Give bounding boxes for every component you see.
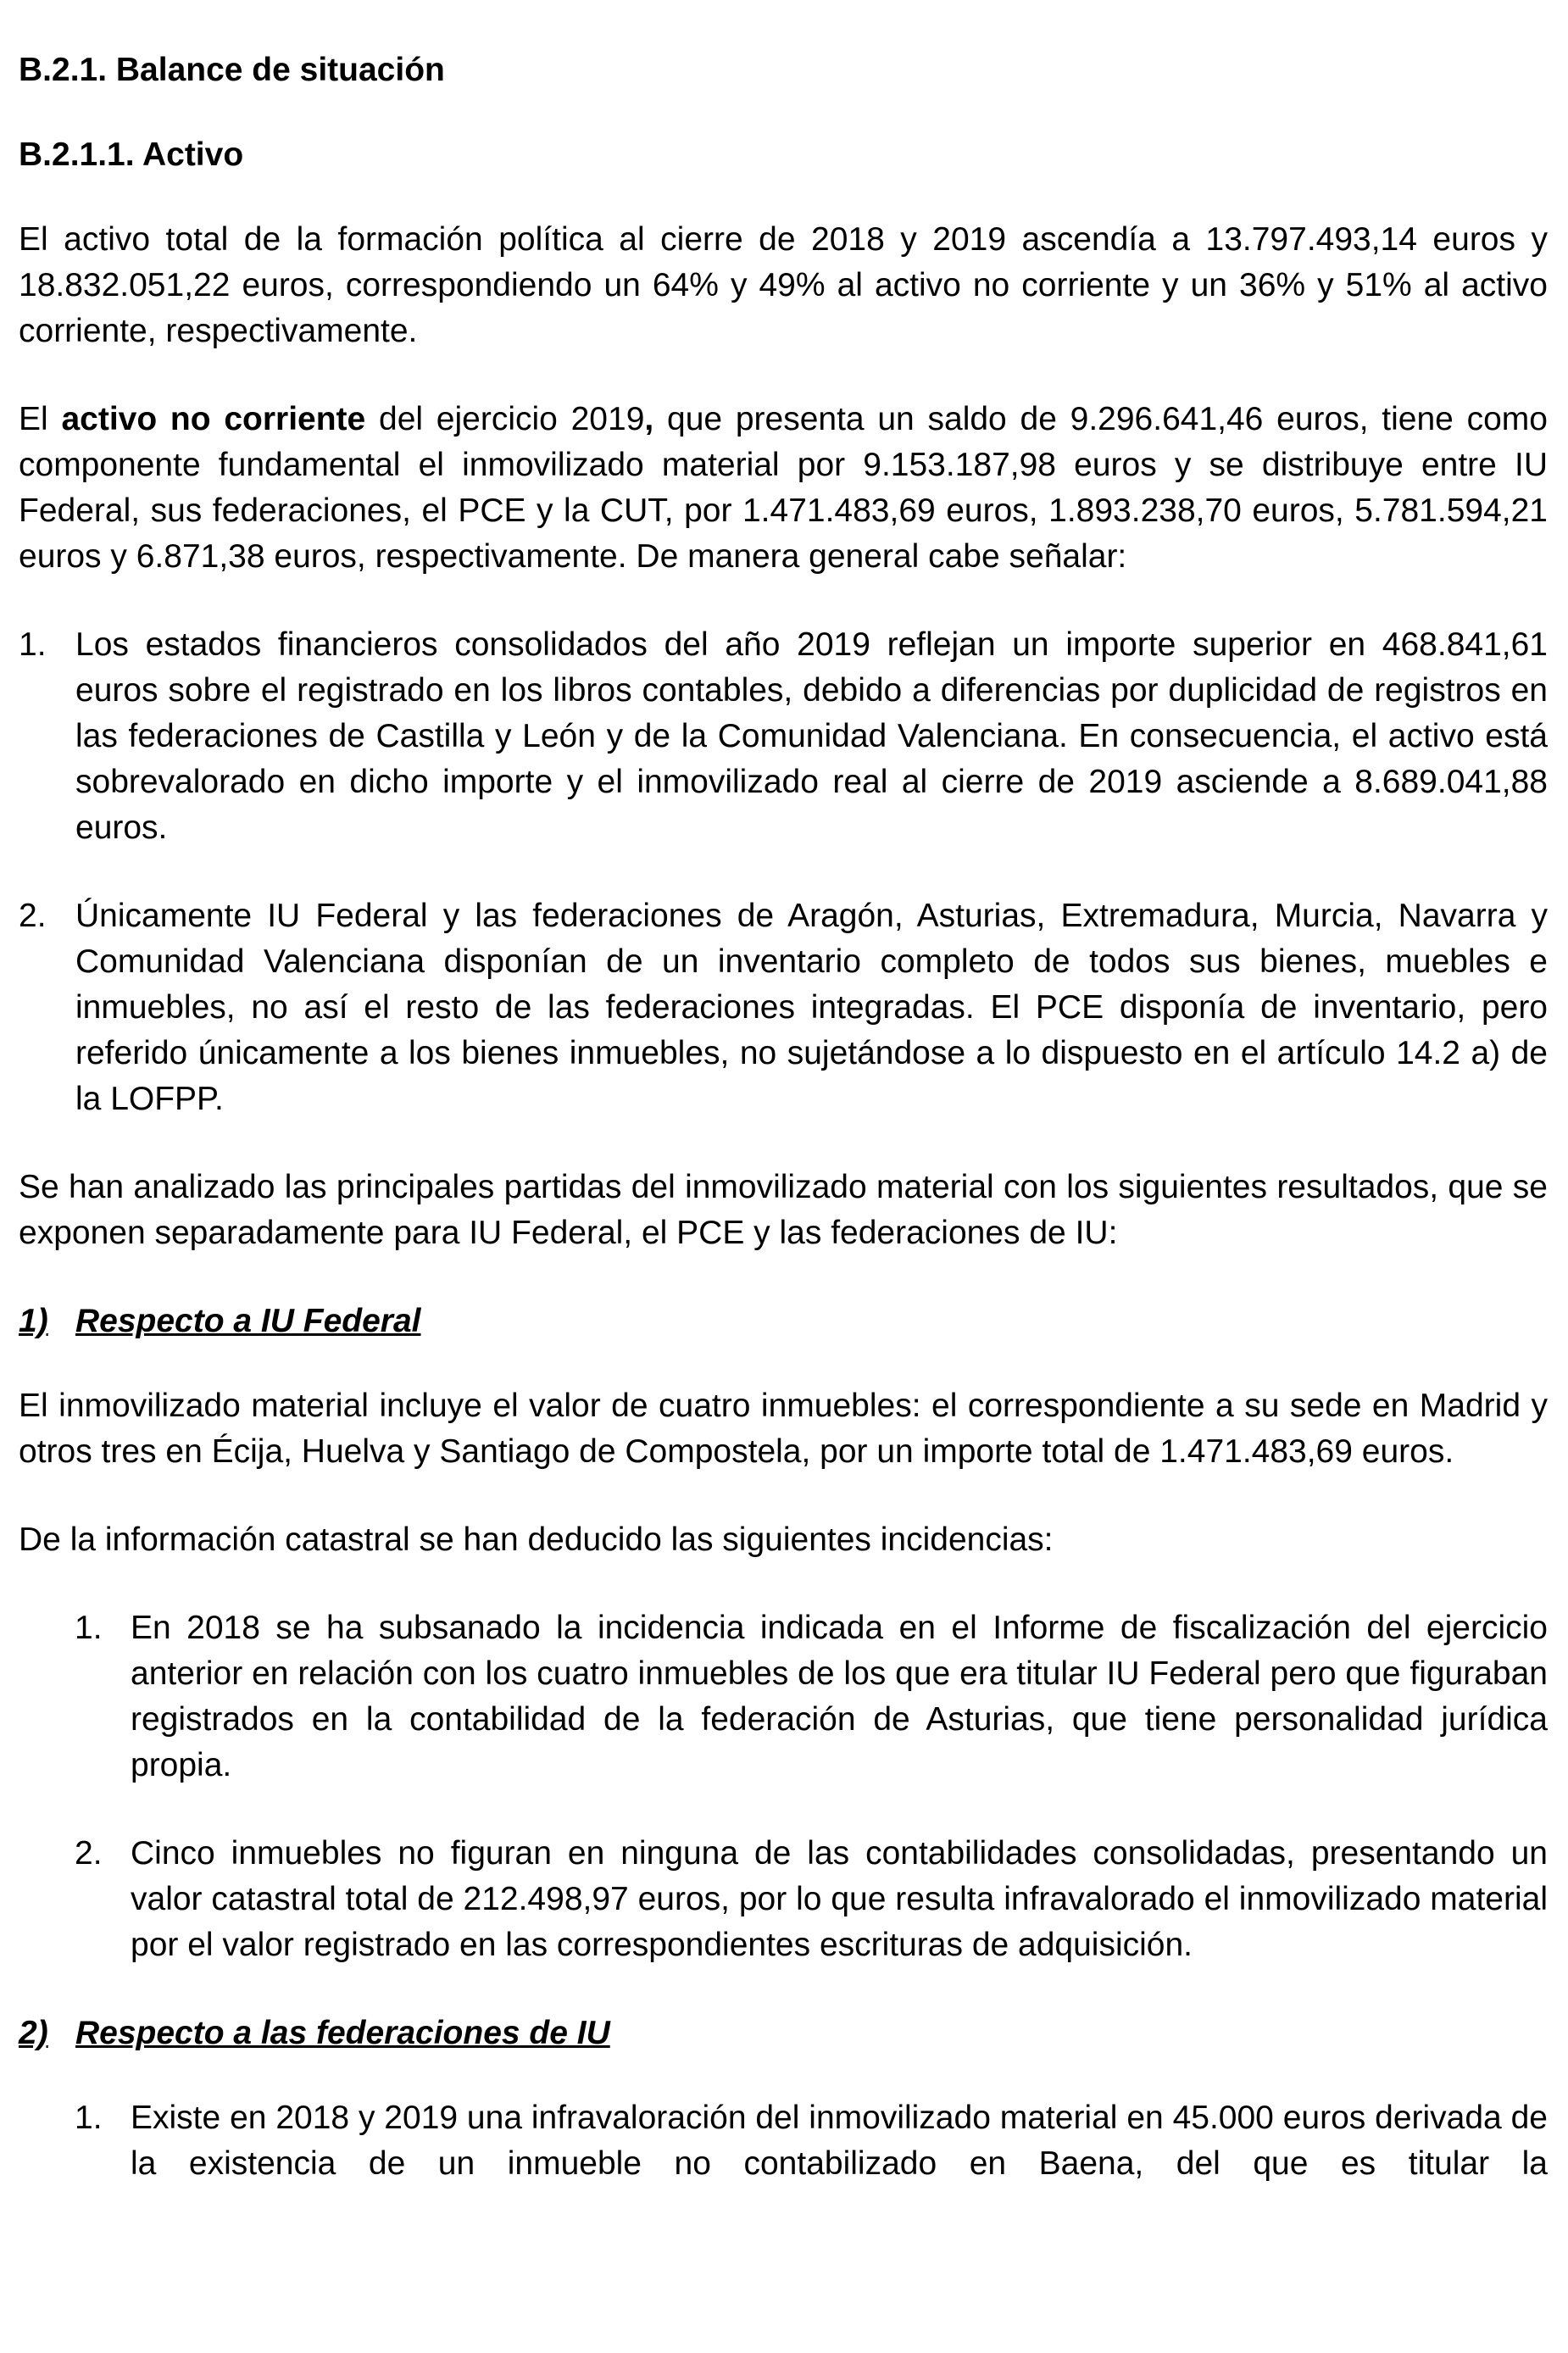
subheading-federaciones <box>19 2011 1548 2056</box>
bold-term: activo no corriente <box>61 401 366 437</box>
list-item <box>19 1605 1548 1788</box>
paragraph-activo-no-corriente <box>19 397 1548 580</box>
subheading-marker: 1) <box>19 1303 48 1339</box>
subheading-text: Respecto a IU Federal <box>75 1303 421 1339</box>
list-marker: 1. <box>19 626 47 663</box>
text-run: del ejercicio 2019 <box>365 401 645 437</box>
text-run: El <box>19 401 62 437</box>
subsection-heading: B.2.1.1. Activo <box>19 136 244 173</box>
document-page <box>19 47 1548 2229</box>
bold-comma: , <box>644 401 654 437</box>
federaciones-findings-list <box>19 2095 1548 2187</box>
section-heading: B.2.1. Balance de situación <box>19 52 445 88</box>
subheading-marker: 2) <box>19 2015 48 2051</box>
text-run: que presenta un saldo de 9.296.641,46 euros, tiene como componente fundamental el inmovilizado material por 9.153.187,98 euros y se distribuye entre IU Federal, sus federaciones, el PCE y la CUT, por 1.471.483,69 euros, 1.893.238,70 euros, 5.781.594,21 euros y 6.871,38 euros, respectivamente. De manera general cabe señalar: <box>19 401 1548 575</box>
list-marker: 2. <box>19 898 47 934</box>
list-marker: 1. <box>75 1610 103 1646</box>
list-item <box>19 2095 1548 2187</box>
paragraph-analisis: Se han analizado las principales partidas del inmovilizado material con los siguientes resultados, que se exponen separadamente para IU Federal, el PCE y las federaciones de IU: <box>19 1169 1548 1251</box>
list-marker: 1. <box>75 2100 103 2136</box>
paragraph-activo-total: El activo total de la formación política al cierre de 2018 y 2019 ascendía a 13.797.493,14 euros y 18.832.051,22 euros, correspondiendo un 64% y 49% al activo no corriente y un 36% y 51% al activo corriente, respectivamente. <box>19 221 1548 349</box>
list-marker: 2. <box>75 1835 103 1872</box>
list-item-text: Únicamente IU Federal y las federaciones de Aragón, Asturias, Extremadura, Murcia, Navarra y Comunidad Valenciana disponían de un inventario completo de todos sus bienes, muebles e inmuebles, no así el resto de las federaciones integradas. El PCE disponía de inventario, pero referido únicamente a los bienes inmuebles, no sujetándose a lo dispuesto en el artículo 14.2 a) de la LOFPP. <box>75 898 1548 1117</box>
list-item-text: Cinco inmuebles no figuran en ninguna de las contabilidades consolidadas, presentando un valor catastral total de 212.498,97 euros, por lo que resulta infravalorado el inmovilizado material por el valor registrado en las correspondientes escrituras de adquisición. <box>131 1835 1548 1963</box>
iu-federal-incidents-list <box>19 1605 1548 1968</box>
list-item <box>19 1831 1548 1968</box>
list-item <box>19 893 1548 1122</box>
list-item-text: En 2018 se ha subsanado la incidencia indicada en el Informe de fiscalización del ejercicio anterior en relación con los cuatro inmuebles de los que era titular IU Federal pero que figuraban registrados en la contabilidad de la federación de Asturias, que tiene personalidad jurídica propia. <box>131 1610 1548 1783</box>
list-item-text: Los estados financieros consolidados del año 2019 reflejan un importe superior en 468.841,61 euros sobre el registrado en los libros contables, debido a diferencias por duplicidad de registros en las federaciones de Castilla y León y de la Comunidad Valenciana. En consecuencia, el activo está sobrevalorado en dicho importe y el inmovilizado real al cierre de 2019 asciende a 8.689.041,88 euros. <box>75 626 1548 846</box>
general-findings-list <box>19 622 1548 1122</box>
subheading-iu-federal <box>19 1299 1548 1344</box>
paragraph-inmuebles: El inmovilizado material incluye el valor de cuatro inmuebles: el correspondiente a su sede en Madrid y otros tres en Écija, Huelva y Santiago de Compostela, por un importe total de 1.471.483,69 euros. <box>19 1388 1548 1470</box>
list-item <box>19 622 1548 851</box>
subheading-text: Respecto a las federaciones de IU <box>75 2015 610 2051</box>
paragraph-catastral: De la información catastral se han deducido las siguientes incidencias: <box>19 1521 1054 1558</box>
list-item-text: Existe en 2018 y 2019 una infravaloración del inmovilizado material en 45.000 euros derivada de la existencia de un inmueble no contabilizado en Baena, del que es titular la <box>131 2100 1548 2182</box>
